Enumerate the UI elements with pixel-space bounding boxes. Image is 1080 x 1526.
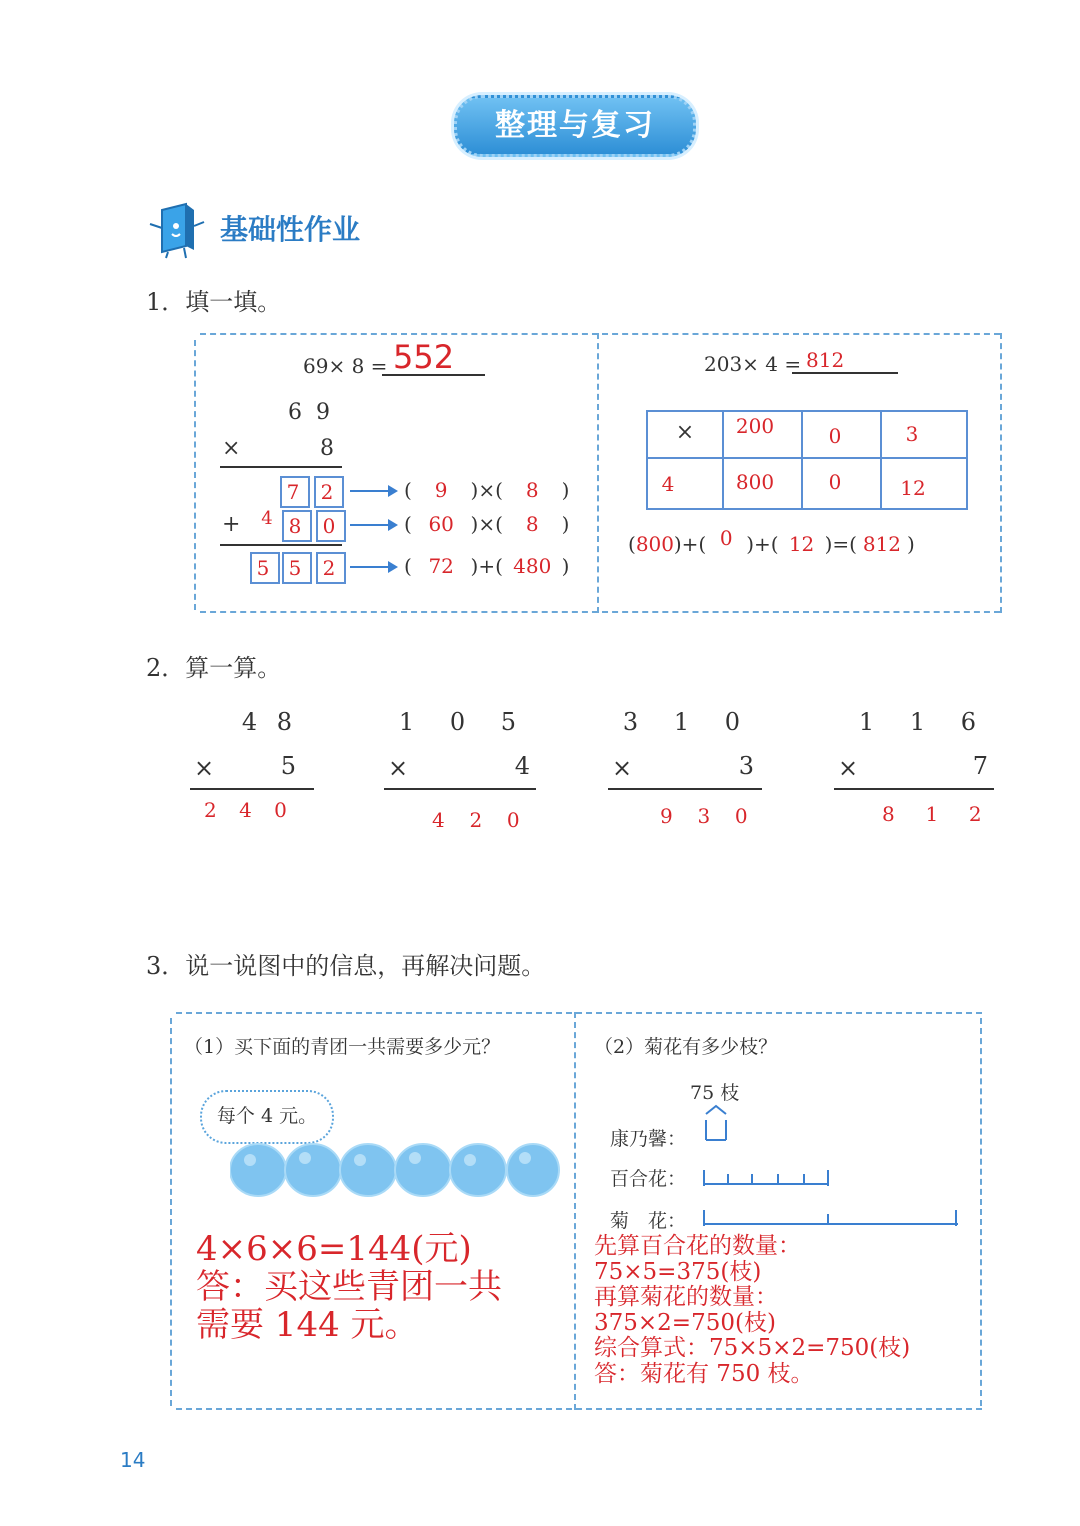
section-title: 基础性作业 (220, 213, 361, 246)
grid-product: 0 (828, 470, 842, 494)
q2-problem-3 (608, 708, 764, 828)
bar-diagram (700, 1100, 962, 1230)
digit-value: 5 (256, 556, 270, 580)
q1-frame-divider (597, 333, 599, 613)
multiplier-digit: 8 (320, 436, 334, 461)
vertical-line-2 (220, 544, 342, 546)
speech-bubble (200, 1090, 334, 1144)
answer-line: 综合算式：75×5×2=750(枝) (594, 1335, 911, 1361)
sum-total: 812 (862, 532, 902, 556)
multiplier: 7 (972, 752, 988, 780)
answer-line: 再算菊花的数量： (594, 1284, 778, 1310)
paren: ) (906, 532, 915, 556)
sum-c: 12 (788, 532, 815, 556)
multiplier: 4 (514, 752, 530, 780)
addend-b: 480 (513, 554, 552, 578)
q1-left-answer: 552 (393, 338, 455, 376)
book-icon (146, 200, 206, 260)
label-75: 75 枝 (690, 1082, 740, 1104)
times-sign: × (194, 754, 215, 782)
multiplier: 3 (738, 752, 754, 780)
q3-part2-question: （2）菊花有多少枝？ (594, 1036, 778, 1058)
addend-a: 72 (428, 554, 454, 578)
answer-underline (792, 372, 898, 374)
grid-row-label: 4 (661, 472, 675, 496)
paren: )×( (470, 512, 503, 536)
arrow-icon (350, 566, 396, 568)
factor-a: 9 (434, 478, 448, 502)
times-sign: × (388, 754, 409, 782)
expression-3 (404, 554, 569, 578)
answer-line: 75×5=375(枝) (594, 1258, 762, 1285)
top-number: 1 1 6 (858, 708, 990, 736)
grid-head: 0 (828, 424, 842, 448)
q1-frame-right (1000, 333, 1002, 613)
times-sign: × (222, 436, 241, 461)
divider-line (834, 788, 994, 790)
factor-a: 60 (428, 512, 454, 536)
q2-problem-2 (384, 708, 540, 832)
q3-title: 3．说一说图中的信息，再解决问题。 (146, 952, 546, 980)
answer-line: 答：菊花有 750 枝。 (594, 1360, 814, 1387)
sum-b: 0 (719, 526, 733, 550)
answer-underline (382, 374, 485, 376)
times-sign: × (612, 754, 633, 782)
top-number: 3 1 0 (622, 708, 754, 736)
q1-frame-bottom (200, 611, 1000, 613)
multiplier: 5 (280, 752, 296, 780)
paren: ( (404, 512, 412, 536)
factor-b: 8 (525, 512, 539, 536)
grid-hline (646, 457, 966, 459)
carry-digit: 4 (261, 508, 273, 529)
paren: ) (561, 512, 570, 536)
arrow-icon (350, 490, 396, 492)
q1-frame-left (194, 340, 196, 610)
plus-sign: + (222, 512, 241, 537)
digit-value: 2 (320, 480, 334, 504)
q3-frame-bottom (176, 1408, 982, 1410)
q1-right-equation: 203× 4 = (704, 352, 802, 376)
q3-part1-answer (196, 1230, 502, 1344)
paren: ( (404, 554, 412, 578)
paren: ( (404, 478, 412, 502)
row-label-chrysanthemum: 菊 花： (610, 1210, 687, 1232)
paren: )+( (470, 554, 503, 578)
vertical-top-digits: 6 9 (288, 400, 330, 425)
result: 8 1 2 (882, 802, 988, 826)
digit-value: 8 (288, 514, 302, 538)
row-label-lily: 百合花： (610, 1168, 687, 1190)
expression-1 (404, 478, 569, 502)
divider-line (384, 788, 536, 790)
q1-title: 1．填一填。 (146, 288, 282, 316)
q1-right-answer: 812 (806, 348, 845, 372)
result: 2 4 0 (204, 798, 295, 822)
grid-head: 200 (735, 414, 775, 438)
result: 4 2 0 (432, 808, 524, 832)
digit-value: 7 (286, 480, 300, 504)
paren: ) (561, 478, 570, 502)
paren: )×( (470, 478, 503, 502)
divider-line (608, 788, 762, 790)
answer-line: 需要 144 元。 (196, 1305, 419, 1345)
paren: ) (561, 554, 570, 578)
times-sign: × (838, 754, 859, 782)
paren: )+( (746, 532, 779, 556)
q3-part1-question: （1）买下面的青团一共需要多少元？ (184, 1036, 501, 1058)
q1-frame-top (200, 333, 1000, 335)
answer-line: 先算百合花的数量： (594, 1233, 801, 1259)
answer-line: 375×2=750(枝) (594, 1309, 776, 1336)
bubble-text: 每个 4 元。 (216, 1105, 318, 1127)
page-number: 14 (120, 1448, 146, 1472)
q1-left-equation: 69× 8 = (303, 354, 388, 378)
divider-line (190, 788, 314, 790)
grid-product: 12 (900, 476, 926, 500)
factor-b: 8 (525, 478, 539, 502)
row-label-carnation: 康乃馨： (610, 1128, 687, 1150)
grid-times: × (675, 420, 695, 445)
sum-a: 800 (635, 532, 674, 556)
digit-value: 2 (322, 556, 336, 580)
q2-title: 2．算一算。 (146, 654, 282, 682)
paren: )=( (824, 532, 857, 556)
q3-frame-right (980, 1018, 982, 1406)
expression-2 (404, 512, 569, 536)
q2-problem-4 (834, 708, 998, 832)
q1-right-sum (628, 526, 915, 556)
top-number: 1 0 5 (398, 708, 530, 736)
arrow-icon (350, 524, 396, 526)
q3-part2-answer (594, 1234, 910, 1387)
grid-head: 3 (905, 422, 919, 446)
paren: ( (628, 532, 636, 556)
paren: )+( (673, 532, 707, 556)
digit-value: 0 (322, 514, 336, 538)
qingtuan-row (230, 1140, 560, 1200)
vertical-line-1 (220, 466, 342, 468)
header-banner (454, 95, 696, 157)
q2-problem-1 (190, 708, 318, 828)
page-title: 整理与复习 (495, 108, 655, 143)
result: 9 3 0 (660, 804, 752, 828)
answer-line: 4×6×6=144(元) (196, 1229, 472, 1269)
q3-frame-left (170, 1018, 172, 1406)
top-number: 4 8 (241, 708, 298, 736)
grid-product: 800 (735, 470, 775, 494)
digit-value: 5 (288, 556, 302, 580)
q3-frame-divider (574, 1012, 576, 1410)
q3-frame-top (176, 1012, 982, 1014)
answer-line: 答：买这些青团一共 (196, 1267, 502, 1307)
